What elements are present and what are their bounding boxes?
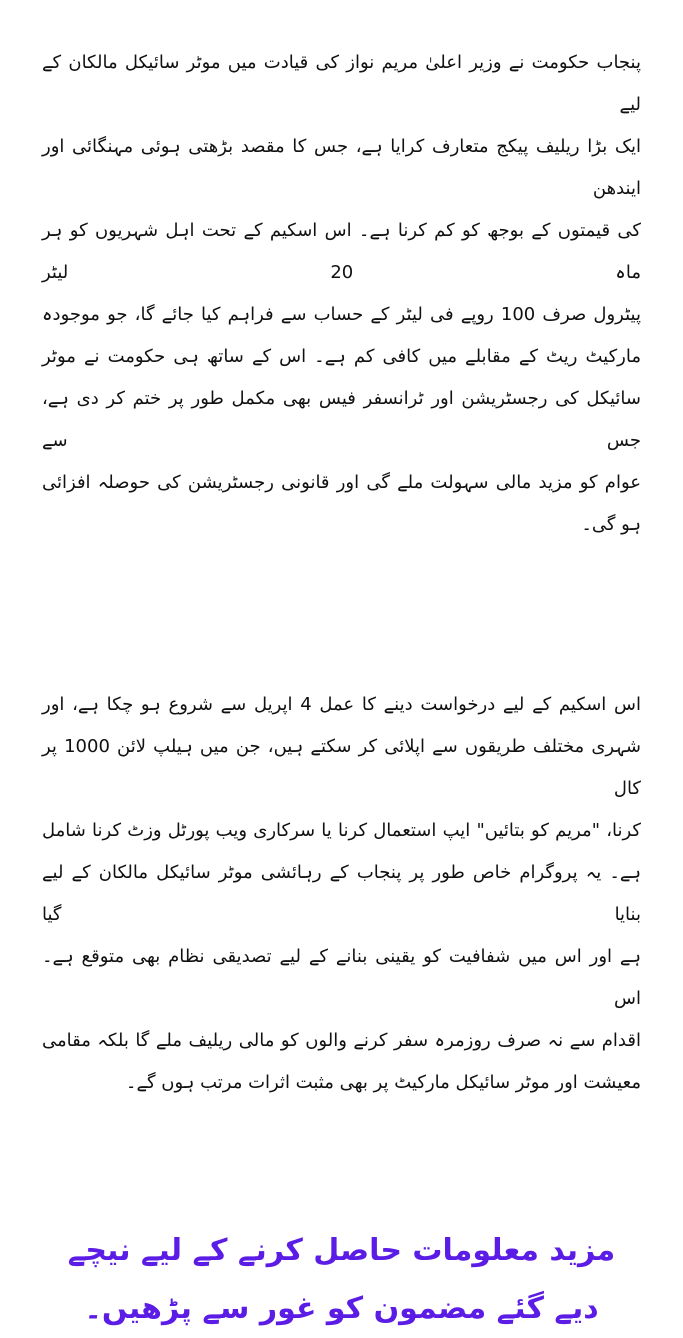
paragraph-1 bbox=[42, 42, 641, 546]
text-line: ہے اور اس میں شفافیت کو یقینی بنانے کے لیے تصدیقی نظام بھی متوقع ہے۔ اس bbox=[42, 946, 641, 1009]
text-line: اقدام سے نہ صرف روزمرہ سفر کرنے والوں کو مالی ریلیف ملے گا بلکہ مقامی bbox=[42, 1030, 641, 1051]
cta-line: مزید معلومات حاصل کرنے کے لیے نیچے bbox=[67, 1233, 616, 1268]
text-line: پیٹرول صرف 100 روپے فی لیٹر کے حساب سے فراہم کیا جائے گا، جو موجودہ bbox=[42, 304, 641, 325]
call-to-action bbox=[20, 1222, 663, 1338]
cta-line: دیے گئے مضمون کو غور سے پڑھیں۔ bbox=[84, 1291, 599, 1326]
text-line: پنجاب حکومت نے وزیر اعلیٰ مریم نواز کی قیادت میں موٹر سائیکل مالکان کے لیے bbox=[42, 52, 641, 115]
text-line: ہے۔ یہ پروگرام خاص طور پر پنجاب کے رہائشی موٹر سائیکل مالکان کے لیے بنایا گیا bbox=[42, 862, 641, 925]
text-line: عوام کو مزید مالی سہولت ملے گی اور قانونی رجسٹریشن کی حوصلہ افزائی ہو گی۔ bbox=[42, 472, 641, 535]
paragraph-2 bbox=[42, 684, 641, 1104]
text-line: سائیکل کی رجسٹریشن اور ٹرانسفر فیس بھی مکمل طور پر ختم کر دی ہے، جس سے bbox=[42, 388, 641, 451]
text-line: کرنا، "مریم کو بتائیں" ایپ استعمال کرنا یا سرکاری ویب پورٹل وزٹ کرنا شامل bbox=[42, 820, 641, 841]
text-line: ایک بڑا ریلیف پیکج متعارف کرایا ہے، جس کا مقصد بڑھتی ہوئی مہنگائی اور ایندھن bbox=[42, 136, 641, 199]
text-line: کی قیمتوں کے بوجھ کو کم کرنا ہے۔ اس اسکیم کے تحت اہل شہریوں کو ہر ماہ 20 لیٹر bbox=[42, 220, 641, 283]
text-line: مارکیٹ ریٹ کے مقابلے میں کافی کم ہے۔ اس کے ساتھ ہی حکومت نے موٹر bbox=[42, 346, 641, 367]
text-line: اس اسکیم کے لیے درخواست دینے کا عمل 4 اپریل سے شروع ہو چکا ہے، اور bbox=[42, 694, 641, 715]
text-line: معیشت اور موٹر سائیکل مارکیٹ پر بھی مثبت اثرات مرتب ہوں گے۔ bbox=[125, 1072, 641, 1093]
text-line: شہری مختلف طریقوں سے اپلائی کر سکتے ہیں، جن میں ہیلپ لائن 1000 پر کال bbox=[42, 736, 641, 799]
